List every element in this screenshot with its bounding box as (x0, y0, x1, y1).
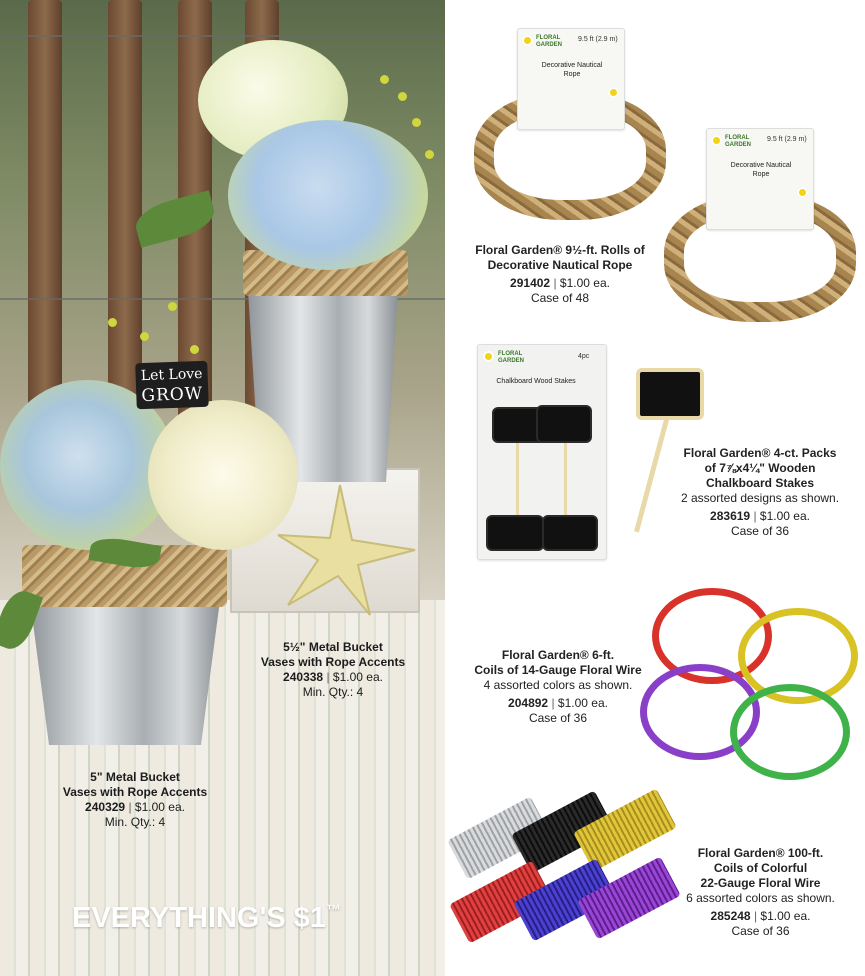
daisy-icon (797, 187, 808, 198)
product-detail: 2 assorted designs as shown. (680, 491, 840, 505)
berry (412, 118, 421, 127)
chalkboard-stake (536, 405, 592, 443)
product-sku: 291402 (510, 276, 551, 290)
product-title: Floral Garden® 4-ct. Packs (683, 446, 837, 460)
card-size: 9.5 ft (2.9 m) (767, 136, 807, 143)
card-brand: FLORAL GARDEN (725, 135, 752, 148)
separator: | (551, 696, 555, 710)
stake-stick (564, 443, 567, 523)
banner-text: EVERYTHING'S $1 (72, 902, 327, 934)
product-note: Case of 36 (730, 524, 790, 538)
daisy-icon (608, 87, 619, 98)
card-label: Decorative Nautical Rope (541, 62, 603, 78)
fence-board (28, 0, 62, 420)
product-price: $1.00 ea. (332, 670, 383, 684)
berry (425, 150, 434, 159)
product-caption (448, 648, 668, 726)
card-brand: FLORAL GARDEN (498, 351, 525, 364)
product-title: Chalkboard Stakes (705, 476, 815, 490)
trademark-mark: ™ (326, 902, 342, 919)
product-title: Coils of 14-Gauge Floral Wire (474, 663, 642, 677)
product-caption (460, 243, 660, 306)
daisy-icon (711, 135, 722, 146)
product-sku: 204892 (508, 696, 549, 710)
fence-board (108, 0, 142, 420)
fence-wire (0, 35, 445, 37)
product-note: Min. Qty.: 4 (302, 685, 364, 699)
product-title: Floral Garden® 6-ft. (501, 648, 615, 662)
card-brand: FLORAL GARDEN (536, 35, 563, 48)
product-title: Vases with Rope Accents (260, 655, 406, 669)
product-note: Min. Qty.: 4 (104, 815, 166, 829)
chalkboard-stake (486, 515, 544, 551)
product-note: Case of 48 (530, 291, 590, 305)
sign-line-1: Let Love (140, 365, 203, 385)
wire-coil-green (730, 684, 850, 780)
separator: | (553, 276, 557, 290)
berry (398, 92, 407, 101)
hydrangea (228, 120, 428, 270)
product-price: $1.00 ea. (760, 909, 811, 923)
separator: | (128, 800, 132, 814)
product-title: of 7⅞x4¼" Wooden (704, 461, 816, 475)
berry (380, 75, 389, 84)
product-caption (660, 446, 860, 539)
product-note: Case of 36 (528, 711, 588, 725)
separator: | (753, 509, 757, 523)
card-label: Chalkboard Wood Stakes (496, 378, 576, 385)
product-detail: 6 assorted colors as shown. (686, 891, 835, 905)
product-title: Coils of Colorful (713, 861, 808, 875)
product-title: 5½" Metal Bucket (283, 640, 383, 654)
card-count: 4pc (578, 353, 590, 360)
product-sku: 285248 (710, 909, 751, 923)
stake-package (477, 344, 607, 560)
daisy-icon (522, 35, 533, 46)
product-detail: 4 assorted colors as shown. (483, 678, 633, 692)
product-price: $1.00 ea. (559, 276, 610, 290)
berry (140, 332, 149, 341)
product-caption (228, 640, 438, 700)
small-bucket-vase (30, 600, 220, 745)
product-note: Case of 36 (731, 924, 790, 938)
daisy-icon (483, 351, 494, 362)
sign-line-2: GROW (141, 383, 204, 407)
product-sku: 240338 (283, 670, 324, 684)
product-price: $1.00 ea. (759, 509, 810, 523)
product-title: 22-Gauge Floral Wire (700, 876, 821, 890)
chalkboard-stake (542, 515, 598, 551)
product-caption (40, 770, 230, 830)
product-price: $1.00 ea. (557, 696, 608, 710)
chalkboard-stake (636, 368, 704, 420)
product-title: Vases with Rope Accents (62, 785, 208, 799)
product-sku: 240329 (85, 800, 126, 814)
chalkboard-sign (135, 361, 209, 409)
product-title: Decorative Nautical Rope (487, 258, 633, 272)
product-title: 5" Metal Bucket (90, 770, 180, 784)
product-title: Floral Garden® 9½-ft. Rolls of (475, 243, 645, 257)
starfish (270, 480, 420, 620)
stake-stick (516, 443, 519, 523)
card-label: Decorative Nautical Rope (730, 162, 792, 178)
berry (168, 302, 177, 311)
rope-card (706, 128, 814, 230)
promo-banner (72, 902, 341, 935)
card-size: 9.5 ft (2.9 m) (578, 36, 618, 43)
product-caption (668, 846, 853, 939)
separator: | (753, 909, 758, 923)
rope-card (517, 28, 625, 130)
product-price: $1.00 ea. (134, 800, 185, 814)
berry (190, 345, 199, 354)
berry (108, 318, 117, 327)
product-title: Floral Garden® 100-ft. (697, 846, 824, 860)
separator: | (326, 670, 330, 684)
product-sku: 283619 (710, 509, 751, 523)
